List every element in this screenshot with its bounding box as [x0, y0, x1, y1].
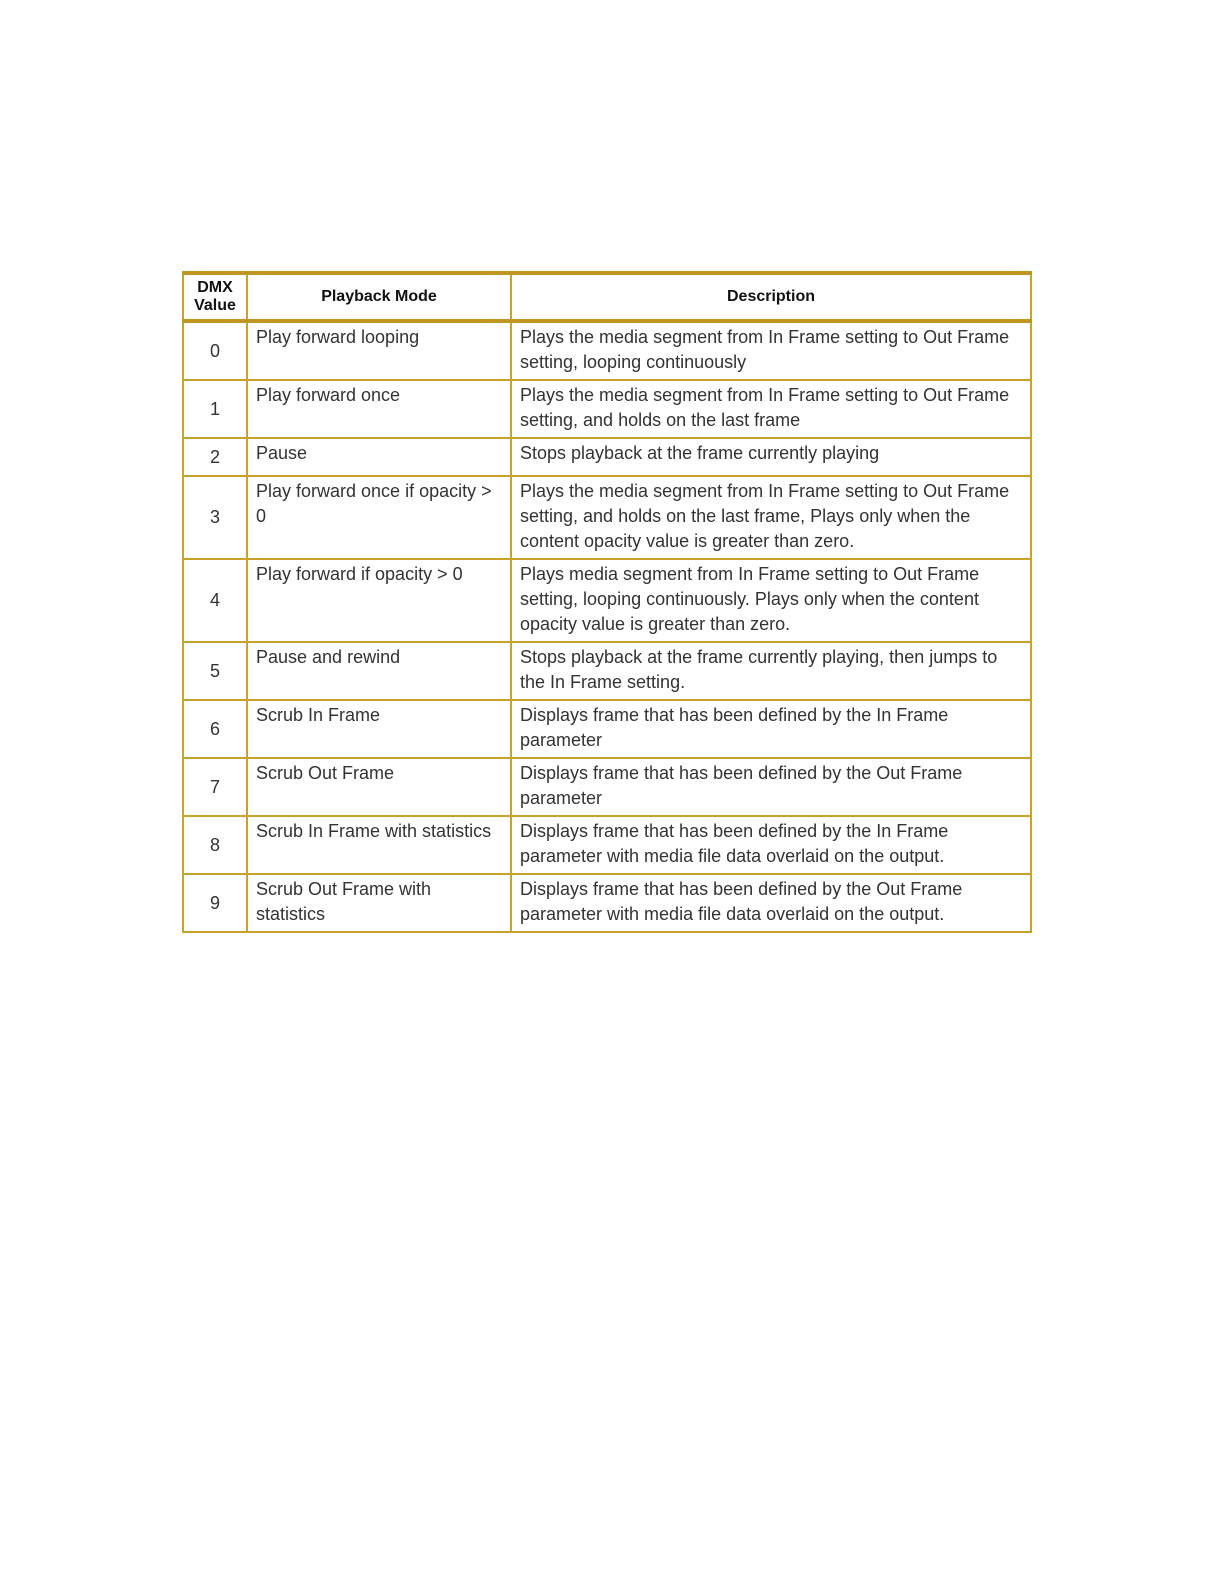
header-dmx-value-line1: DMX	[197, 279, 233, 296]
cell-playback-mode: Play forward once	[247, 380, 511, 438]
table-row	[183, 559, 1031, 642]
cell-description: Plays the media segment from In Frame setting to Out Frame setting, and holds on the last frame	[511, 380, 1031, 438]
cell-description: Displays frame that has been defined by the In Frame parameter	[511, 700, 1031, 758]
cell-dmx-value: 8	[183, 816, 247, 874]
cell-dmx-value: 1	[183, 380, 247, 438]
cell-description: Plays the media segment from In Frame setting to Out Frame setting, looping continuously	[511, 321, 1031, 380]
table-row	[183, 758, 1031, 816]
cell-playback-mode: Scrub Out Frame	[247, 758, 511, 816]
cell-description: Stops playback at the frame currently playing, then jumps to the In Frame setting.	[511, 642, 1031, 700]
cell-playback-mode: Play forward once if opacity > 0	[247, 476, 511, 559]
cell-description: Plays the media segment from In Frame setting to Out Frame setting, and holds on the last frame, Plays only when the content opacity value is greater than zero.	[511, 476, 1031, 559]
cell-playback-mode: Play forward looping	[247, 321, 511, 380]
cell-description: Stops playback at the frame currently playing	[511, 438, 1031, 476]
cell-description: Displays frame that has been defined by the Out Frame parameter with media file data overlaid on the output.	[511, 874, 1031, 932]
table-row	[183, 321, 1031, 380]
cell-dmx-value: 6	[183, 700, 247, 758]
table-row	[183, 642, 1031, 700]
table-header-row	[183, 273, 1031, 321]
cell-description: Displays frame that has been defined by the Out Frame parameter	[511, 758, 1031, 816]
cell-playback-mode: Scrub In Frame with statistics	[247, 816, 511, 874]
header-dmx-value-line2: Value	[194, 297, 236, 314]
table-row	[183, 476, 1031, 559]
cell-playback-mode: Pause	[247, 438, 511, 476]
cell-dmx-value: 4	[183, 559, 247, 642]
cell-playback-mode: Scrub Out Frame with statistics	[247, 874, 511, 932]
cell-dmx-value: 5	[183, 642, 247, 700]
cell-playback-mode: Play forward if opacity > 0	[247, 559, 511, 642]
cell-dmx-value: 3	[183, 476, 247, 559]
dmx-playback-table	[182, 271, 1032, 933]
header-description: Description	[511, 273, 1031, 321]
table-row	[183, 380, 1031, 438]
header-playback-mode: Playback Mode	[247, 273, 511, 321]
table-row	[183, 874, 1031, 932]
cell-playback-mode: Scrub In Frame	[247, 700, 511, 758]
cell-description: Plays media segment from In Frame setting to Out Frame setting, looping continuously. Plays only when the content opacity value is greater than zero.	[511, 559, 1031, 642]
cell-dmx-value: 2	[183, 438, 247, 476]
table-row	[183, 816, 1031, 874]
header-dmx-value	[183, 273, 247, 321]
dmx-playback-table-container	[182, 271, 1030, 933]
table-row	[183, 700, 1031, 758]
table-row	[183, 438, 1031, 476]
cell-dmx-value: 0	[183, 321, 247, 380]
cell-playback-mode: Pause and rewind	[247, 642, 511, 700]
cell-dmx-value: 9	[183, 874, 247, 932]
cell-description: Displays frame that has been defined by the In Frame parameter with media file data overlaid on the output.	[511, 816, 1031, 874]
cell-dmx-value: 7	[183, 758, 247, 816]
